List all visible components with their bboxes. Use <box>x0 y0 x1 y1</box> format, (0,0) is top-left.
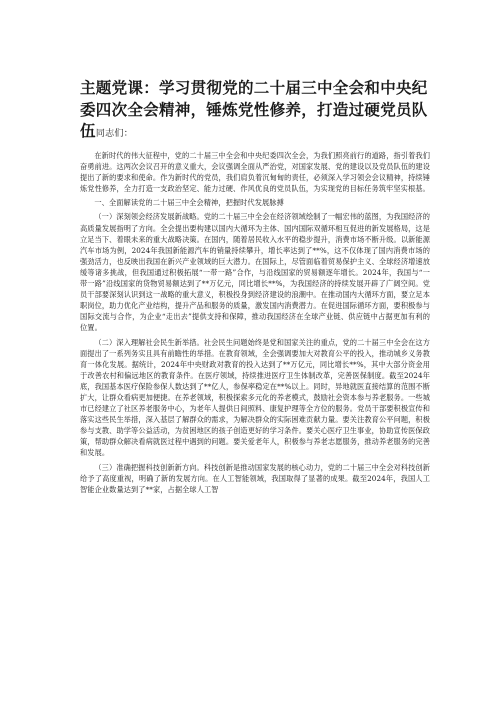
paragraph-economy: （一）深刻领会经济发展新战略。党的二十届三中全会在经济领域绘制了一幅宏伟的蓝图，为我国经济的高质量发展指明了方向。全会提出要构建以国内大循环为主体、国内国际双循环相互促进的新发展格局，这是立足当下、着眼未来的重大战略决策。在国内，随着居民收入水平的稳步提升，消费市场不断升级。以新能源汽车市场为例，2024年我国新能源汽车的销量持续攀升，增长率达到了**%，这不仅体现了国内消费市场的强劲活力，也反映出我国在新兴产业领域的巨大潜力。在国际上，尽管面临着贸易保护主义、全球经济增速放缓等诸多挑战，但我国通过积极拓展“一带一路”合作，与沿线国家的贸易额逐年增长。2024年，我国与“一带一路”沿线国家的货物贸易额达到了**万亿元，同比增长**%，为我国经济的持续发展开辟了广阔空间。党员干部要深刻认识到这一战略的重大意义，积极投身到经济建设的浪潮中。在推动国内大循环方面，要立足本职岗位，助力优化产业结构，提升产品和服务的质量，激发国内消费潜力。在促进国际循环方面，要积极参与国际交流与合作，为企业“走出去”提供支持和保障，推动我国经济在全球产业链、供应链中占据更加有利的位置。 <box>80 212 430 333</box>
title-suffix: 同志们： <box>95 129 134 139</box>
document-body <box>80 150 430 498</box>
title-main: 主题党课：学习贯彻党的二十届三中全会和中央纪委四次全会精神，锤炼党性修养，打造过硬党员队伍 <box>80 78 428 140</box>
intro-paragraph: 在新时代的伟大征程中，党的二十届三中全会和中央纪委四次全会，为我们照亮前行的道路，指引着我们奋勇前进。这两次会议召开的意义重大，会议强调全面从严治党，对国家发展、党的建设以及党员队伍的建设提出了新的要求和使命。作为新时代的党员，我们肩负着沉甸甸的责任，必须深入学习领会会议精神，持续锤炼党性修养，全力打造一支政治坚定、能力过硬、作风优良的党员队伍，为实现党的目标任务筑牢坚实根基。 <box>80 151 430 194</box>
page-title <box>80 77 430 146</box>
section-heading: 一、全面解读党的二十届三中全会精神，把握时代发展脉搏 <box>94 198 284 208</box>
paragraph-livelihood: （二）深入理解社会民生新举措。社会民生问题始终是党和国家关注的重点，党的二十届三中全会在这方面提出了一系列务实且具有前瞻性的举措。在教育领域，全会强调要加大对教育公平的投入，推动城乡义务教育一体化发展。据统计，2024年中央财政对教育的投入达到了**万亿元，同比增长**%，其中大部分资金用于改善农村和偏远地区的教育条件。在医疗领域，持续推进医疗卫生体制改革，完善医保制度。截至2024年底，我国基本医疗保险参保人数达到了**亿人，参保率稳定在**%以上。同时，异地就医直接结算的范围不断扩大，让群众看病更加便捷。在养老领域，积极探索多元化的养老模式，鼓励社会资本参与养老服务。一些城市已经建立了社区养老服务中心，为老年人提供日间照料、康复护理等全方位的服务。党员干部要积极宣传和落实这些民生举措，深入基层了解群众的需求，为解决群众的实际困难贡献力量。要关注教育公平问题，积极参与支教、助学等公益活动，为贫困地区的孩子创造更好的学习条件。要关心医疗卫生事业，协助宣传医保政策，帮助群众解决看病就医过程中遇到的问题。要关爱老年人，积极参与养老志愿服务，推动养老服务的完善和发展。 <box>80 337 430 458</box>
paragraph-technology: （三）准确把握科技创新新方向。科技创新是推动国家发展的核心动力，党的二十届三中全会对科技创新给予了高度重视，明确了新的发展方向。在人工智能领域，我国取得了显著的成果。截至2024年，我国人工智能企业数量达到了**家，占据全球人工智 <box>80 462 430 494</box>
